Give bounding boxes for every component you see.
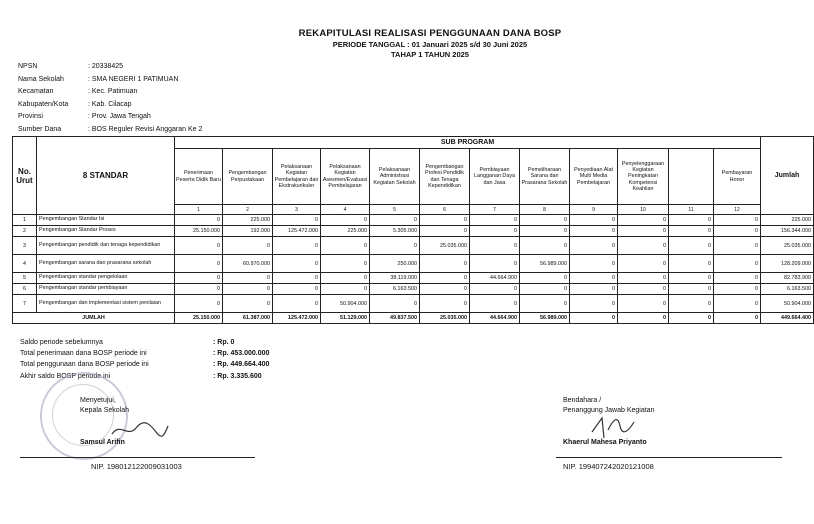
- standard-name: Pengembangan standar pengelolaan: [37, 273, 175, 284]
- info-value: : 20338425: [88, 63, 124, 70]
- amount-cell: 0: [669, 273, 714, 284]
- amount-cell: 0: [321, 237, 370, 255]
- col-no-header: No. Urut: [13, 137, 37, 215]
- amount-cell: 0: [223, 295, 273, 313]
- signature-role: Penanggung Jawab Kegiatan: [563, 407, 655, 414]
- standard-name: Pengembangan dan implementasi sistem penilaian: [37, 295, 175, 313]
- total-amount-cell: 0: [570, 313, 618, 324]
- amount-cell: 60.970.000: [223, 255, 273, 273]
- column-number: 7: [470, 205, 520, 215]
- row-total-cell: 50.904.000: [761, 295, 814, 313]
- signer-nip: NIP. 198012122009031003: [91, 462, 182, 471]
- summary-value: : Rp. 453.000.000: [213, 350, 270, 358]
- row-number: 1: [13, 215, 37, 226]
- amount-cell: 0: [520, 215, 570, 226]
- sub-program-column-header: Pengembangan Perpustakaan: [223, 149, 273, 205]
- row-number: 6: [13, 284, 37, 295]
- sub-program-column-header: Penerimaan Peserta Didik Baru: [175, 149, 223, 205]
- sub-program-column-header: Pengembangan Profesi Pendidik dan Tenaga Kependidikan: [420, 149, 470, 205]
- row-total-cell: 225.000: [761, 215, 814, 226]
- amount-cell: 0: [470, 295, 520, 313]
- amount-cell: 0: [223, 284, 273, 295]
- row-number: 7: [13, 295, 37, 313]
- amount-cell: 0: [470, 215, 520, 226]
- info-label: Sumber Dana: [18, 125, 62, 133]
- summary-label: Saldo periode sebelumnya: [20, 339, 103, 346]
- summary-value: : Rp. 449.664.400: [213, 361, 270, 369]
- info-label: Kabupaten/Kota: [18, 100, 69, 108]
- amount-cell: 0: [669, 255, 714, 273]
- sub-program-column-header: [669, 149, 714, 205]
- table-row: [13, 284, 814, 295]
- info-row-school: [18, 76, 202, 89]
- signature-approval-label: Menyetujui,: [80, 397, 116, 404]
- amount-cell: 0: [714, 237, 761, 255]
- standard-name: Pengembangan sarana dan prasarana sekolah: [37, 255, 175, 273]
- amount-cell: 0: [223, 273, 273, 284]
- amount-cell: 0: [714, 273, 761, 284]
- amount-cell: 0: [273, 295, 321, 313]
- sub-program-column-header: Pemeliharaan Sarana dan Prasarana Sekolah: [520, 149, 570, 205]
- row-total-cell: 82.783.900: [761, 273, 814, 284]
- row-total-cell: 25.035.000: [761, 237, 814, 255]
- column-number: 10: [618, 205, 669, 215]
- column-number: 2: [223, 205, 273, 215]
- info-row-regency: [18, 101, 202, 114]
- report-stage: TAHAP 1 TAHUN 2025: [391, 50, 469, 59]
- total-amount-cell: 0: [714, 313, 761, 324]
- total-amount-cell: 25.035.000: [420, 313, 470, 324]
- summary-value: : Rp. 3.335.600: [213, 372, 262, 380]
- amount-cell: 0: [714, 295, 761, 313]
- sub-program-column-header: Penyediaan Alat Multi Media Pembelajaran: [570, 149, 618, 205]
- amount-cell: 0: [618, 295, 669, 313]
- sub-program-column-header: Pelaksanaan Administrasi Kegiatan Sekolah: [370, 149, 420, 205]
- total-amount-cell: 25.150.000: [175, 313, 223, 324]
- amount-cell: 0: [420, 284, 470, 295]
- amount-cell: 0: [520, 273, 570, 284]
- table-row: [13, 273, 814, 284]
- treasurer-signature-scribble: [588, 412, 638, 442]
- total-amount-cell: 51.129.000: [321, 313, 370, 324]
- amount-cell: 0: [570, 284, 618, 295]
- sub-program-column-header: Penyelenggaraan Kegiatan Peningkatan Kompetensi Keahlian: [618, 149, 669, 205]
- amount-cell: 0: [470, 237, 520, 255]
- signature-line-left: [20, 457, 255, 458]
- amount-cell: 38.119.000: [370, 273, 420, 284]
- amount-cell: 0: [618, 226, 669, 237]
- amount-cell: 0: [420, 255, 470, 273]
- amount-cell: 0: [520, 226, 570, 237]
- amount-cell: 0: [618, 237, 669, 255]
- total-amount-cell: 0: [669, 313, 714, 324]
- total-amount-cell: 61.387.000: [223, 313, 273, 324]
- amount-cell: 0: [321, 284, 370, 295]
- amount-cell: 6.163.500: [370, 284, 420, 295]
- amount-cell: 50.904.000: [321, 295, 370, 313]
- row-total-cell: 156.344.000: [761, 226, 814, 237]
- amount-cell: 0: [370, 237, 420, 255]
- summary-value: : Rp. 0: [213, 339, 235, 346]
- amount-cell: 250.000: [370, 255, 420, 273]
- summary-row: [20, 350, 269, 361]
- standard-name: Pengembangan standar pembiayaan: [37, 284, 175, 295]
- row-number: 4: [13, 255, 37, 273]
- column-number: 12: [714, 205, 761, 215]
- standard-name: Pengembangan Standar Proses: [37, 226, 175, 237]
- amount-cell: 0: [175, 237, 223, 255]
- amount-cell: 0: [570, 215, 618, 226]
- recap-table: [12, 136, 814, 324]
- total-amount-cell: 49.837.500: [370, 313, 420, 324]
- fund-summary: [20, 339, 269, 384]
- row-total-cell: 6.163.500: [761, 284, 814, 295]
- sub-program-column-header: Pembiayaan Langganan Daya dan Jasa: [470, 149, 520, 205]
- info-value: : Prov. Jawa Tengah: [88, 113, 151, 120]
- column-number: 1: [175, 205, 223, 215]
- info-row-province: [18, 113, 202, 126]
- amount-cell: 0: [669, 226, 714, 237]
- table-row: [13, 226, 814, 237]
- signer-name: Samsul Arifin: [80, 439, 125, 446]
- amount-cell: 0: [669, 237, 714, 255]
- column-number: 9: [570, 205, 618, 215]
- amount-cell: 0: [520, 284, 570, 295]
- amount-cell: 0: [420, 295, 470, 313]
- column-number: 3: [273, 205, 321, 215]
- amount-cell: 0: [470, 226, 520, 237]
- amount-cell: 0: [570, 273, 618, 284]
- amount-cell: 0: [273, 215, 321, 226]
- amount-cell: 0: [669, 215, 714, 226]
- standard-name: Pengembangan Standar Isi: [37, 215, 175, 226]
- amount-cell: 0: [570, 237, 618, 255]
- totals-label: JUMLAH: [13, 313, 175, 324]
- summary-label: Total penggunaan dana BOSP periode ini: [20, 361, 149, 369]
- summary-label: Akhir saldo BOSP periode ini: [20, 372, 111, 380]
- info-value: : SMA NEGERI 1 PATIMUAN: [88, 75, 179, 83]
- amount-cell: 0: [321, 215, 370, 226]
- amount-cell: 0: [370, 295, 420, 313]
- signature-role-line1: Bendahara /: [563, 397, 602, 404]
- amount-cell: 0: [570, 295, 618, 313]
- amount-cell: 0: [420, 273, 470, 284]
- amount-cell: 0: [618, 284, 669, 295]
- signer-nip: NIP. 199407242020121008: [563, 462, 654, 471]
- total-amount-cell: 0: [618, 313, 669, 324]
- report-period: PERIODE TANGGAL : 01 Januari 2025 s/d 30 Juni 2025: [332, 40, 528, 49]
- table-row: [13, 215, 814, 226]
- sub-program-column-header: Pelaksanaan Kegiatan Pembelajaran dan Ekstrakurikuler: [273, 149, 321, 205]
- amount-cell: 225.000: [321, 226, 370, 237]
- sub-program-column-header: Pembayaran Honor: [714, 149, 761, 205]
- amount-cell: 0: [669, 284, 714, 295]
- signer-name: Khaerul Mahesa Priyanto: [563, 439, 647, 446]
- sub-program-column-header: Pelaksanaan Kegiatan Asesmen/Evaluasi Pembelajaran: [321, 149, 370, 205]
- table-row: [13, 237, 814, 255]
- amount-cell: 0: [618, 255, 669, 273]
- totals-row: [13, 313, 814, 324]
- column-number: 5: [370, 205, 420, 215]
- summary-row: [20, 339, 269, 350]
- amount-cell: 0: [618, 273, 669, 284]
- amount-cell: 44.664.900: [470, 273, 520, 284]
- amount-cell: 0: [273, 255, 321, 273]
- amount-cell: 0: [714, 255, 761, 273]
- row-number: 5: [13, 273, 37, 284]
- column-number: 11: [669, 205, 714, 215]
- info-label: NPSN: [18, 63, 38, 70]
- total-amount-cell: 125.472.000: [273, 313, 321, 324]
- amount-cell: 0: [570, 226, 618, 237]
- amount-cell: 0: [175, 295, 223, 313]
- col-total-header: Jumlah: [761, 137, 814, 215]
- amount-cell: 192.000: [223, 226, 273, 237]
- info-value: : Kab. Cilacap: [88, 100, 132, 108]
- row-number: 2: [13, 226, 37, 237]
- amount-cell: 25.150.000: [175, 226, 223, 237]
- amount-cell: 0: [273, 284, 321, 295]
- amount-cell: 5.305.000: [370, 226, 420, 237]
- summary-label: Total penerimaan dana BOSP periode ini: [20, 350, 147, 358]
- amount-cell: 0: [273, 273, 321, 284]
- amount-cell: 0: [714, 284, 761, 295]
- school-info: [18, 63, 202, 138]
- amount-cell: 0: [321, 273, 370, 284]
- amount-cell: 0: [669, 295, 714, 313]
- amount-cell: 0: [570, 255, 618, 273]
- column-number: 4: [321, 205, 370, 215]
- amount-cell: 0: [520, 295, 570, 313]
- principal-signature-scribble: [110, 418, 170, 440]
- amount-cell: 0: [470, 255, 520, 273]
- row-total-cell: 128.209.000: [761, 255, 814, 273]
- amount-cell: 0: [420, 226, 470, 237]
- amount-cell: 0: [321, 255, 370, 273]
- sub-program-header: SUB PROGRAM: [175, 137, 761, 149]
- info-label: Kecamatan: [18, 88, 54, 95]
- amount-cell: 0: [520, 237, 570, 255]
- amount-cell: 0: [420, 215, 470, 226]
- table-row: [13, 255, 814, 273]
- amount-cell: 0: [370, 215, 420, 226]
- column-number: 8: [520, 205, 570, 215]
- amount-cell: 0: [175, 255, 223, 273]
- amount-cell: 0: [273, 237, 321, 255]
- amount-cell: 0: [714, 226, 761, 237]
- column-number: 6: [420, 205, 470, 215]
- amount-cell: 25.035.000: [420, 237, 470, 255]
- info-row-npsn: [18, 63, 202, 76]
- signature-line-right: [556, 457, 782, 458]
- amount-cell: 0: [175, 284, 223, 295]
- total-amount-cell: 44.664.900: [470, 313, 520, 324]
- amount-cell: 0: [175, 273, 223, 284]
- amount-cell: 0: [618, 215, 669, 226]
- amount-cell: 0: [223, 237, 273, 255]
- table-row: [13, 295, 814, 313]
- row-number: 3: [13, 237, 37, 255]
- standard-name: Pengembangan pendidik dan tenaga kependidikan: [37, 237, 175, 255]
- grand-total-cell: 449.664.400: [761, 313, 814, 324]
- info-label: Provinsi: [18, 113, 43, 120]
- amount-cell: 0: [470, 284, 520, 295]
- amount-cell: 0: [714, 215, 761, 226]
- col-standard-header: 8 STANDAR: [37, 137, 175, 215]
- signature-role: Kepala Sekolah: [80, 407, 130, 414]
- amount-cell: 125.472.000: [273, 226, 321, 237]
- amount-cell: 225.000: [223, 215, 273, 226]
- report-title: REKAPITULASI REALISASI PENGGUNAAN DANA BOSP: [298, 28, 562, 39]
- total-amount-cell: 56.989.000: [520, 313, 570, 324]
- amount-cell: 56.989.000: [520, 255, 570, 273]
- info-value: : Kec. Patimuan: [88, 88, 138, 95]
- summary-row: [20, 361, 269, 372]
- amount-cell: 0: [175, 215, 223, 226]
- info-row-district: [18, 88, 202, 101]
- info-value: : BOS Reguler Revisi Anggaran Ke 2: [88, 125, 203, 133]
- info-label: Nama Sekolah: [18, 75, 64, 83]
